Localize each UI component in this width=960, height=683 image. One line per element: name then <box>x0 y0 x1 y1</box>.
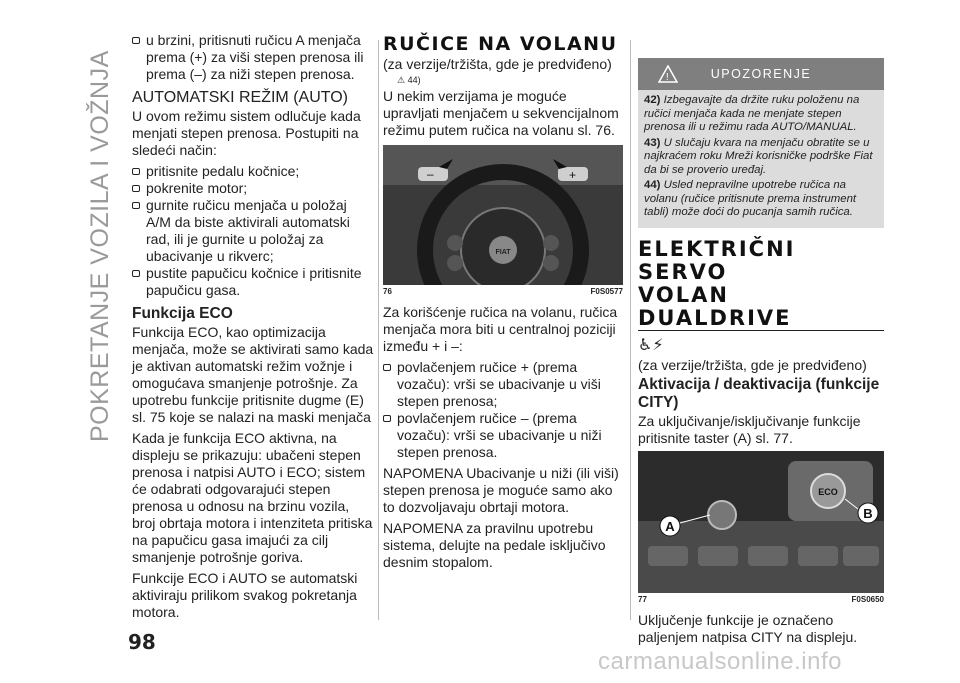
warning-item <box>644 179 878 220</box>
figure-76-steering-wheel <box>383 145 623 285</box>
figure-number: 76 <box>383 287 392 296</box>
section-heading-dualdrive-1: ELEKTRIČNI SERVO <box>638 236 796 284</box>
warning-text: Usled nepravilne upotrebe ručica na volanu (ručice pritisnute prema instrument tabli) može doći do pucanja samih ručica. <box>644 179 857 218</box>
warning-body <box>638 90 884 228</box>
paragraph: Funkcije ECO i AUTO se automatski aktiviraju prilikom svakog pokretanja motora. <box>132 570 358 620</box>
paragraph: Kada je funkcija ECO aktivna, na displeju se prikazuju: ubačeni stepen prenosa i natpisi AUTO i ECO; sistem će odabrati odgovarajući stepen prenosa u odnosu na brzinu vozila, broj obrtaja motora i intenziteta pritiska na papučicu gasa imajući za cilj smanjenje potrošnje goriva. <box>132 430 373 565</box>
warning-ref <box>397 75 623 86</box>
figure-caption <box>383 287 623 296</box>
watermark: carmanualsonline.info <box>598 648 842 675</box>
warning-box <box>638 58 884 228</box>
subsection-heading-activation: Aktivacija / deaktivacija (funkcije CITY) <box>638 375 880 411</box>
list-item: pustite papučicu kočnice i pritisnite papučicu gasa. <box>132 265 374 299</box>
paragraph: U nekim verzijama je moguće upravljati menjačem u sekvencijalnom režimu putem ručica na volanu sl. 76. <box>383 88 619 138</box>
warning-triangle-icon <box>658 65 678 83</box>
section-heading-auto: AUTOMATSKI REŽIM (AUTO) <box>132 89 349 106</box>
column-3 <box>638 58 884 650</box>
column-2 <box>383 32 623 575</box>
svg-text:–: – <box>427 167 434 181</box>
warning-number: 44) <box>644 179 661 191</box>
paragraph: Za uključivanje/isključivanje funkcije pritisnite taster (A) sl. 77. <box>638 412 861 446</box>
section-heading-dualdrive-2: VOLAN DUALDRIVE <box>638 284 884 331</box>
list-item: u brzini, pritisnuti ručicu A menjača prema (+) za viši stepen prenosa ili prema (–) za niži stepen prenosa. <box>132 32 374 83</box>
list-item: pritisnite pedalu kočnice; <box>132 163 374 180</box>
page-number: 98 <box>128 630 156 654</box>
paragraph: Za korišćenje ručica na volanu, ručica menjača mora biti u centralnoj poziciji između + i –: <box>383 304 618 354</box>
warning-item <box>644 137 878 178</box>
warning-header <box>638 58 884 90</box>
column-1 <box>132 32 374 625</box>
availability-note: (za verzije/tržišta, gde je predviđeno) <box>383 56 612 72</box>
warning-number: 42) <box>644 94 661 106</box>
eco-button-label: ECO <box>818 486 838 497</box>
warning-ref-number: 44) <box>407 75 421 85</box>
column-divider <box>630 40 631 620</box>
warning-triangle-icon: ⚠ <box>397 75 406 85</box>
callout-a-label: A <box>665 518 675 534</box>
warning-text: Izbegavajte da držite ruku položenu na ručici menjača kada ne menjate stepen prenosa ili u režimu rada AUTO/MANUAL. <box>644 94 860 133</box>
steering-wheel-illustration <box>383 145 623 285</box>
section-heading-eco: Funkcija ECO <box>132 305 233 322</box>
svg-text:+: + <box>569 168 577 182</box>
warning-text: U slučaju kvara na menjaču obratite se u najkraćem roku Mreži korisničke podrške Fiat da bi se proverio uređaj. <box>644 136 873 176</box>
warning-title: UPOZORENJE <box>710 67 812 81</box>
figure-caption <box>638 595 884 604</box>
availability-note: (za verzije/tržišta, gde je predviđeno) <box>638 356 867 373</box>
warning-number: 43) <box>644 136 661 149</box>
paragraph: NAPOMENA za pravilnu upotrebu sistema, delujte na pedale isključivo desnim stopalom. <box>383 520 606 570</box>
list-item: povlačenjem ručice – (prema vozaču): vrši se ubacivanje u niži stepen prenosa. <box>383 410 623 461</box>
paragraph: Uključenje funkcije je označeno paljenjem natpisa CITY na displeju. <box>638 611 858 645</box>
callout-b-label: B <box>863 505 873 521</box>
chapter-side-title: POKRETANJE VOZILA I VOŽNJA <box>86 50 114 442</box>
list-item: gurnite ručicu menjača u položaj A/M da biste aktivirali automatski rad, ili je gurnite u položaj za ubacivanje u rikverc; <box>132 197 374 265</box>
section-heading-steering-paddles: RUČICE NA VOLANU <box>383 33 618 55</box>
svg-text:!: ! <box>665 72 671 83</box>
paragraph: Funkcija ECO, kao optimizacija menjača, može se aktivirati samo kada je aktivan automatski režim vožnje i omogućava smanjenje potrošnje. Za upotrebu funkcije pritisnite dugme (E) sl. 75 koje se nalazi na maski menjača <box>132 324 374 425</box>
figure-number: 77 <box>638 594 647 604</box>
figure-code: F0S0577 <box>590 287 623 296</box>
warning-item <box>644 94 878 135</box>
figure-77-dashboard-buttons <box>638 451 884 593</box>
paragraph: NAPOMENA Ubacivanje u niži (ili viši) stepen prenosa je moguće samo ako to dozvoljavaju obrtaji motora. <box>383 465 619 515</box>
dualdrive-icon: ♿⚡ <box>638 336 664 354</box>
dashboard-buttons-illustration <box>638 451 884 593</box>
paragraph: U ovom režimu sistem odlučuje kada menjati stepen prenosa. Postupiti na sledeći način: <box>132 108 361 158</box>
list-item: pokrenite motor; <box>132 180 374 197</box>
list-item: povlačenjem ručice + (prema vozaču): vrši se ubacivanje u viši stepen prenosa; <box>383 359 623 410</box>
column-divider <box>378 40 379 620</box>
svg-text:FIAT: FIAT <box>495 249 511 256</box>
figure-code: F0S0650 <box>851 594 884 604</box>
